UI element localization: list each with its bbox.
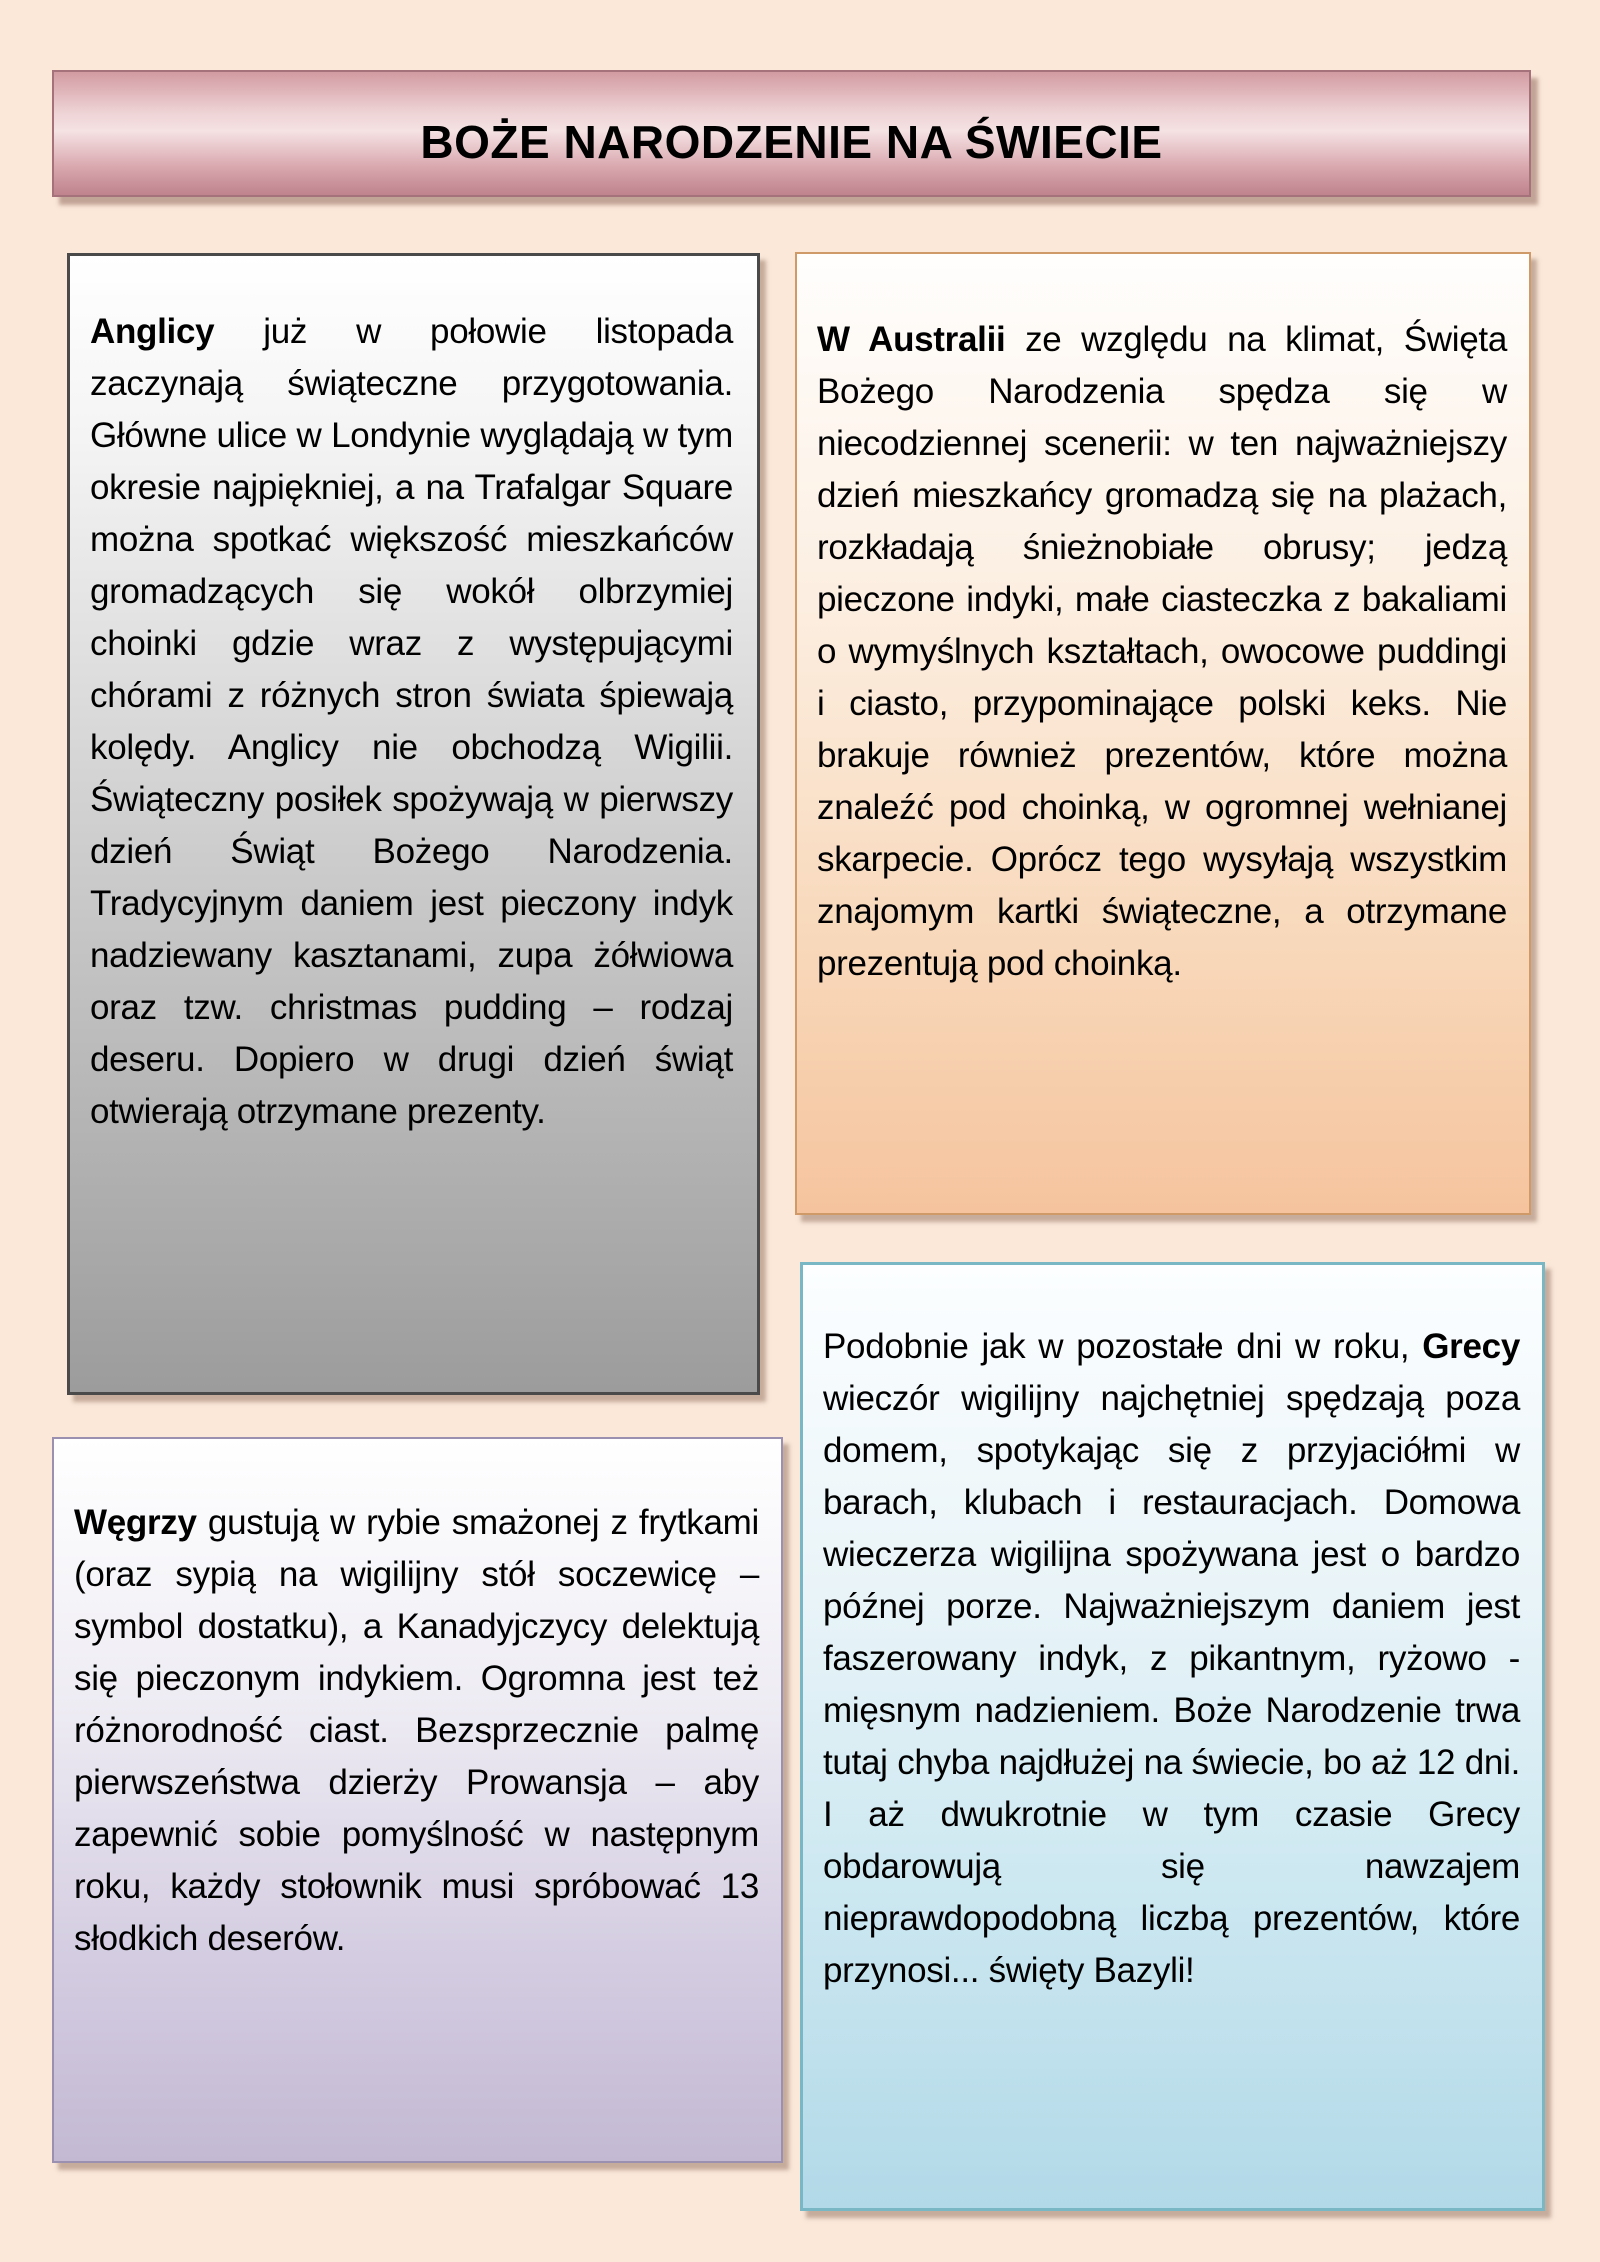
- england-body-text: już w połowie listopada zaczynają świąteczne przygotowania. Główne ulice w Londynie wyglądają w tym okresie najpiękniej, a na Trafalgar Square można spotkać większość mieszkańców gromadzących się wokół olbrzymiej choinki gdzie wraz z występującymi chórami z różnych stron świata śpiewają kolędy. Anglicy nie obchodzą Wigilii. Świąteczny posiłek spożywają w pierwszy dzień Świąt Bożego Narodzenia. Tradycyjnym daniem jest pieczony indyk nadziewany kasztanami, zupa żółwiowa oraz tzw. christmas pudding – rodzaj deseru. Dopiero w drugi dzień świąt otwierają otrzymane prezenty.: [90, 312, 733, 1131]
- england-card: [67, 253, 760, 1395]
- greece-lead-word: Grecy: [1422, 1327, 1520, 1366]
- england-paragraph: [90, 306, 733, 1138]
- hungary-paragraph: [74, 1497, 759, 1965]
- hungary-lead-word: Węgrzy: [74, 1503, 197, 1542]
- australia-paragraph: [817, 314, 1507, 990]
- page-title: BOŻE NARODZENIE NA ŚWIECIE: [420, 115, 1163, 168]
- greece-pre-text: Podobnie jak w pozostałe dni w roku,: [823, 1327, 1423, 1366]
- australia-card: [795, 252, 1531, 1215]
- greece-card: [800, 1262, 1545, 2211]
- england-lead-word: Anglicy: [90, 312, 215, 351]
- title-banner: [52, 70, 1531, 197]
- australia-lead-word: W Australii: [817, 320, 1006, 359]
- hungary-card: [52, 1437, 783, 2163]
- hungary-body-text: gustują w rybie smażonej z frytkami (oraz sypią na wigilijny stół soczewicę – symbol dostatku), a Kanadyjczycy delektują się pieczonym indykiem. Ogromna jest też różnorodność ciast. Bezsprzecznie palmę pierwszeństwa dzierży Prowansja – aby zapewnić sobie pomyślność w następnym roku, każdy stołownik musi spróbować 13 słodkich deserów.: [74, 1503, 759, 1958]
- greece-body-text: wieczór wigilijny najchętniej spędzają poza domem, spotykając się z przyjaciółmi w barach, klubach i restauracjach. Domowa wieczerza wigilijna spożywana jest o bardzo późnej porze. Najważniejszym daniem jest faszerowany indyk, z pikantnym, ryżowo - mięsnym nadzieniem. Boże Narodzenie trwa tutaj chyba najdłużej na świecie, bo aż 12 dni. I aż dwukrotnie w tym czasie Grecy obdarowują się nawzajem nieprawdopodobną liczbą prezentów, które przynosi... święty Bazyli!: [823, 1379, 1520, 1990]
- australia-body-text: ze względu na klimat, Święta Bożego Narodzenia spędza się w niecodziennej scenerii: w ten najważniejszy dzień mieszkańcy gromadzą się na plażach, rozkładają śnieżnobiałe obrusy; jedzą pieczone indyki, małe ciasteczka z bakaliami o wymyślnych kształtach, owocowe puddingi i ciasto, przypominające polski keks. Nie brakuje również prezentów, które można znaleźć pod choinką, w ogromnej wełnianej skarpecie. Oprócz tego wysyłają wszystkim znajomym kartki świąteczne, a otrzymane prezentują pod choinką.: [817, 320, 1507, 983]
- greece-paragraph: [823, 1321, 1520, 1997]
